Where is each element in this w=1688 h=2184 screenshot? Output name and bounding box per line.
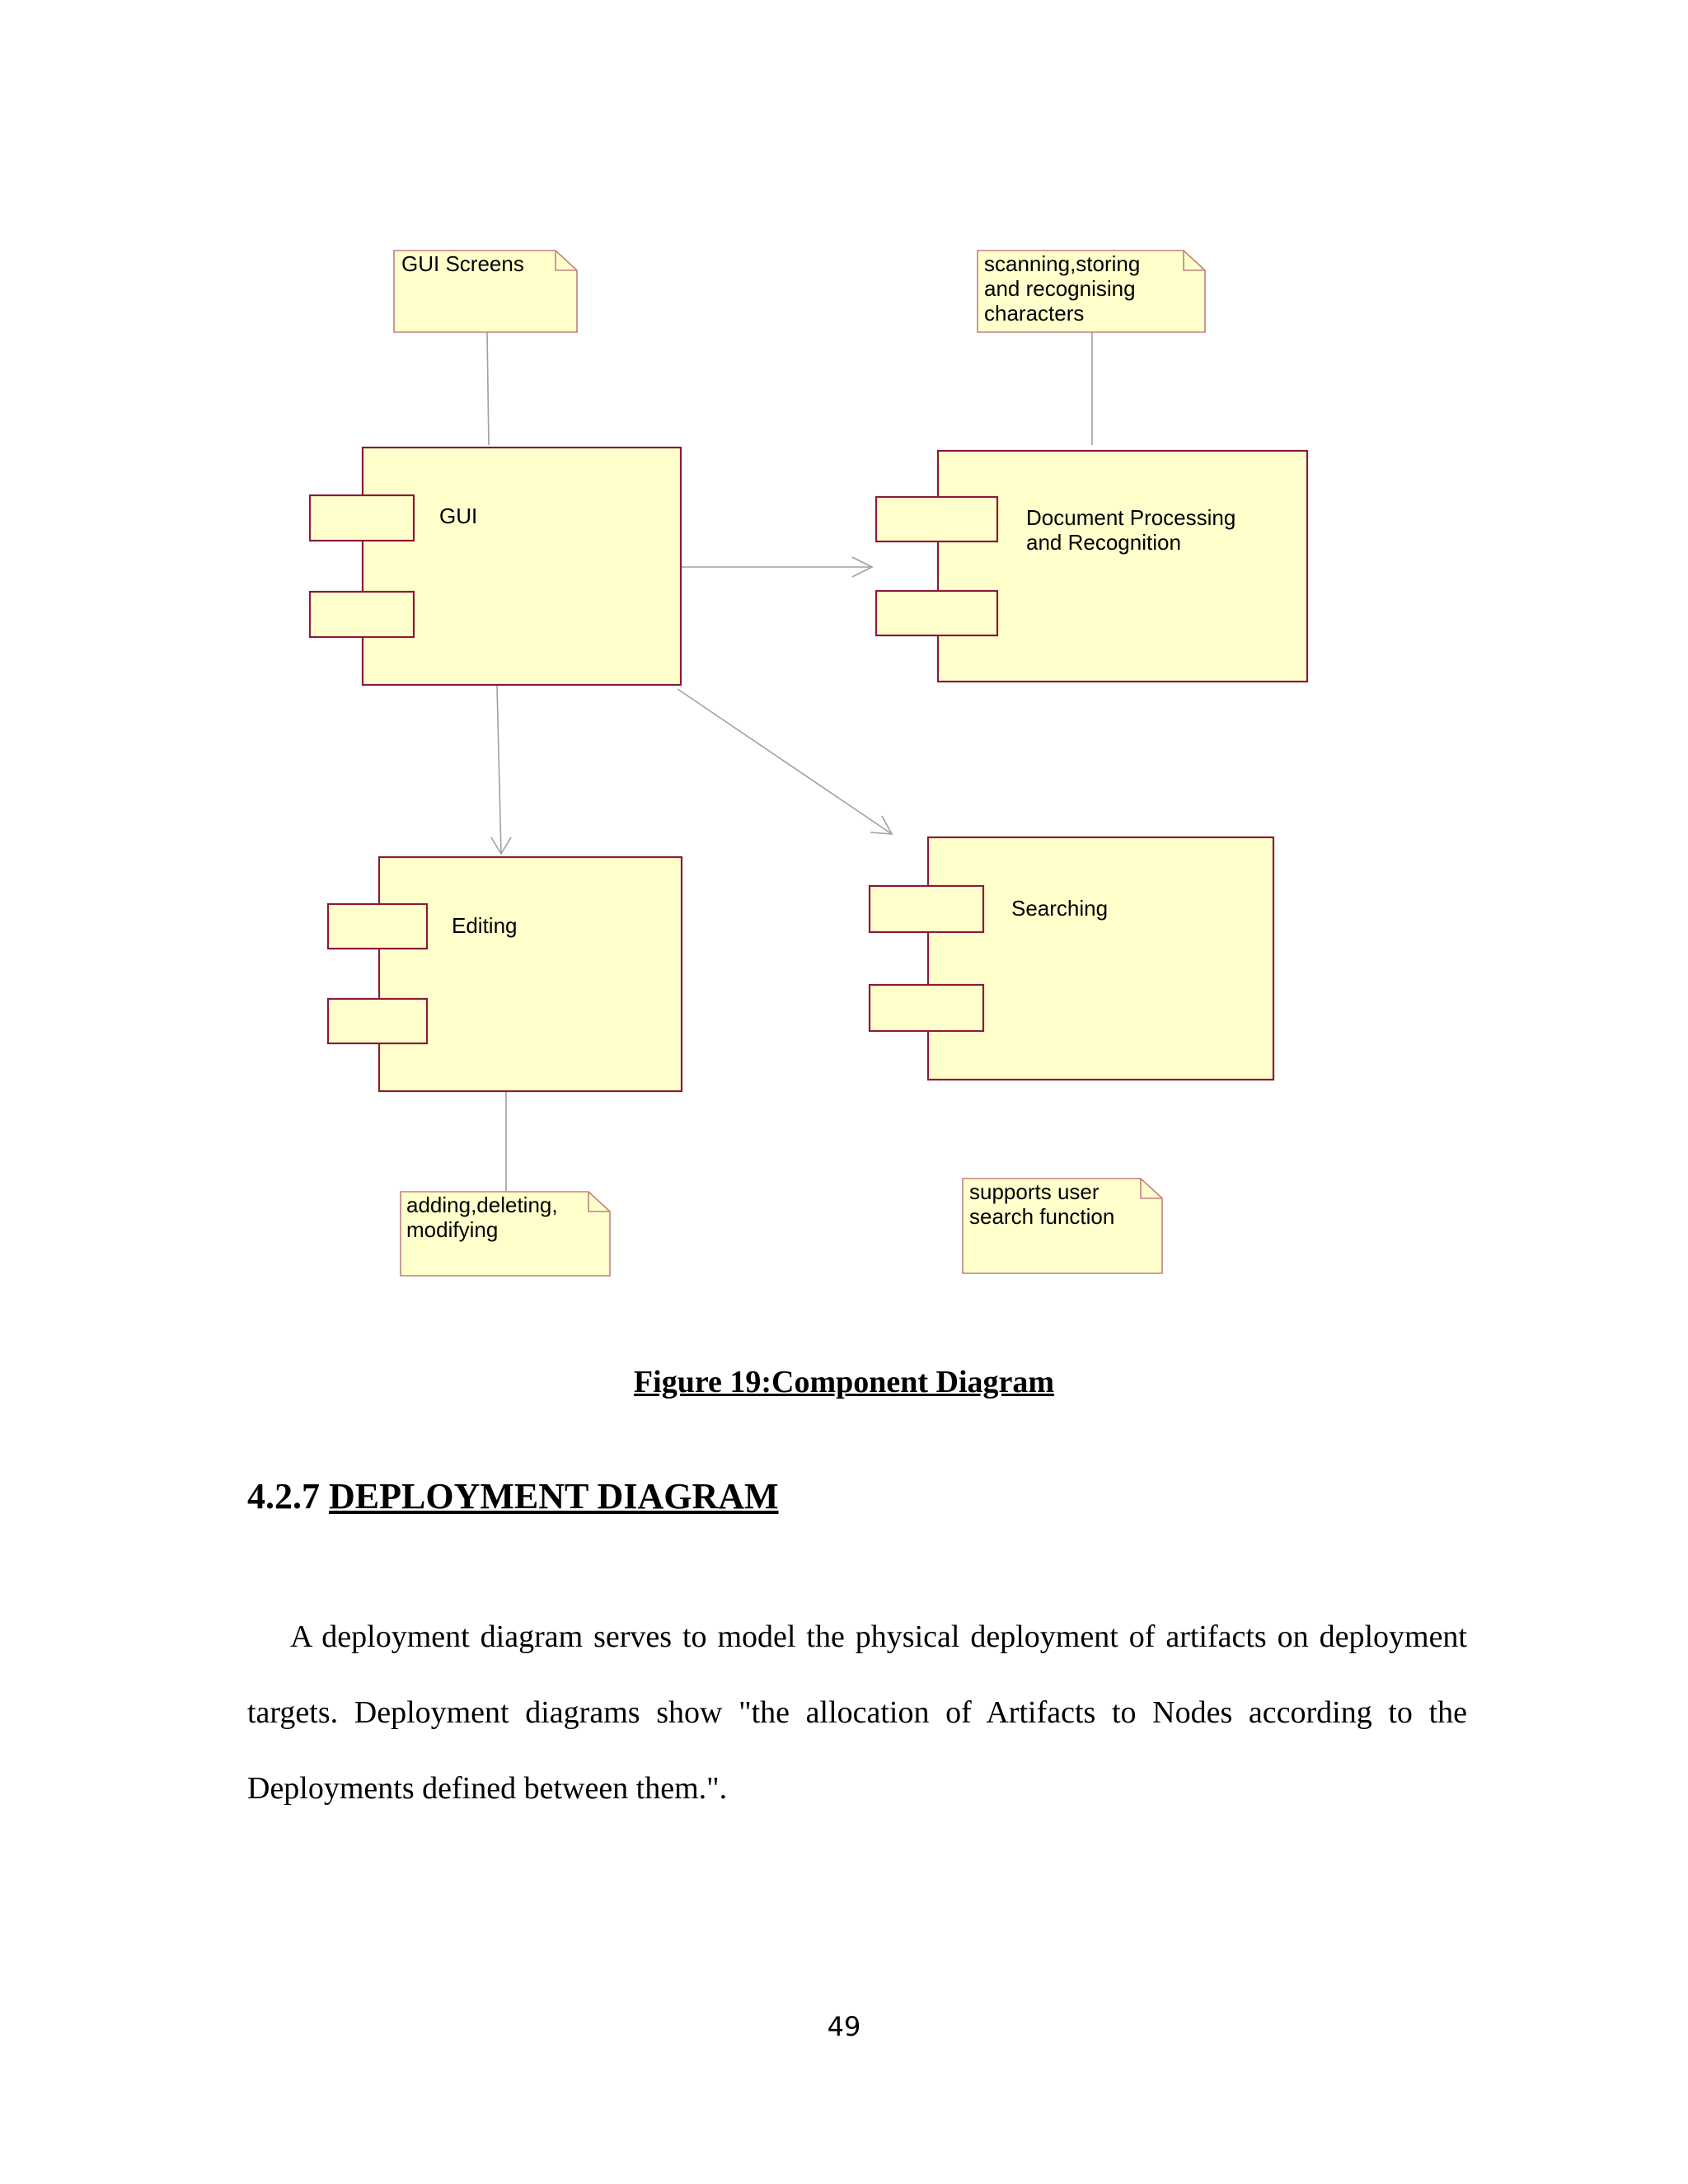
- note-line: modifying: [406, 1217, 499, 1242]
- note-line: characters: [984, 301, 1085, 326]
- note-line: adding,deleting,: [406, 1193, 558, 1217]
- section-number: 4.2.7: [247, 1476, 320, 1516]
- component-searching: [870, 837, 1273, 1080]
- note-gui-screens: [394, 251, 577, 332]
- note-search: [963, 1179, 1162, 1273]
- component-searching-label: Searching: [1011, 896, 1109, 921]
- note-line: scanning,storing: [984, 251, 1141, 276]
- note-search-text: [969, 1179, 1114, 1229]
- component-port: [870, 886, 983, 932]
- note-scanning: [978, 251, 1205, 332]
- component-document-processing: [876, 451, 1307, 682]
- component-port: [310, 495, 414, 541]
- component-port: [328, 904, 427, 949]
- component-gui-label: GUI: [439, 504, 478, 528]
- figure-caption: [0, 1364, 1688, 1400]
- component-port: [328, 999, 427, 1043]
- component-document-processing-label: Document Processing and Recognition: [1026, 505, 1236, 555]
- section-title: DEPLOYMENT DIAGRAM: [329, 1476, 779, 1516]
- component-editing: [328, 857, 682, 1091]
- note-line: search function: [969, 1204, 1115, 1229]
- figure-caption-text: Figure 19:Component Diagram: [633, 1365, 1055, 1399]
- gui-screens-link: [487, 331, 489, 445]
- component-port: [870, 985, 983, 1031]
- note-line: supports user: [969, 1179, 1100, 1204]
- component-editing-label: Editing: [452, 913, 518, 938]
- note-line: GUI Screens: [401, 251, 524, 276]
- body-paragraph: A deployment diagram serves to model the physical deployment of artifacts on deployment targets. Deployment diagrams show "the allocation of Artifacts to Nodes according to the Deployments defined between them.".: [247, 1619, 1467, 1806]
- component-port: [310, 592, 414, 637]
- gui-to-editing-line: [497, 686, 501, 854]
- component-port: [876, 591, 997, 635]
- gui-to-searching-line: [678, 689, 892, 834]
- note-gui-screens-text: [401, 251, 524, 276]
- section-heading: [247, 1475, 779, 1517]
- note-line: and recognising: [984, 276, 1136, 301]
- component-port: [876, 497, 997, 541]
- note-editing: [401, 1192, 610, 1276]
- page-number: 49: [827, 2011, 861, 2042]
- component-gui: [310, 448, 681, 685]
